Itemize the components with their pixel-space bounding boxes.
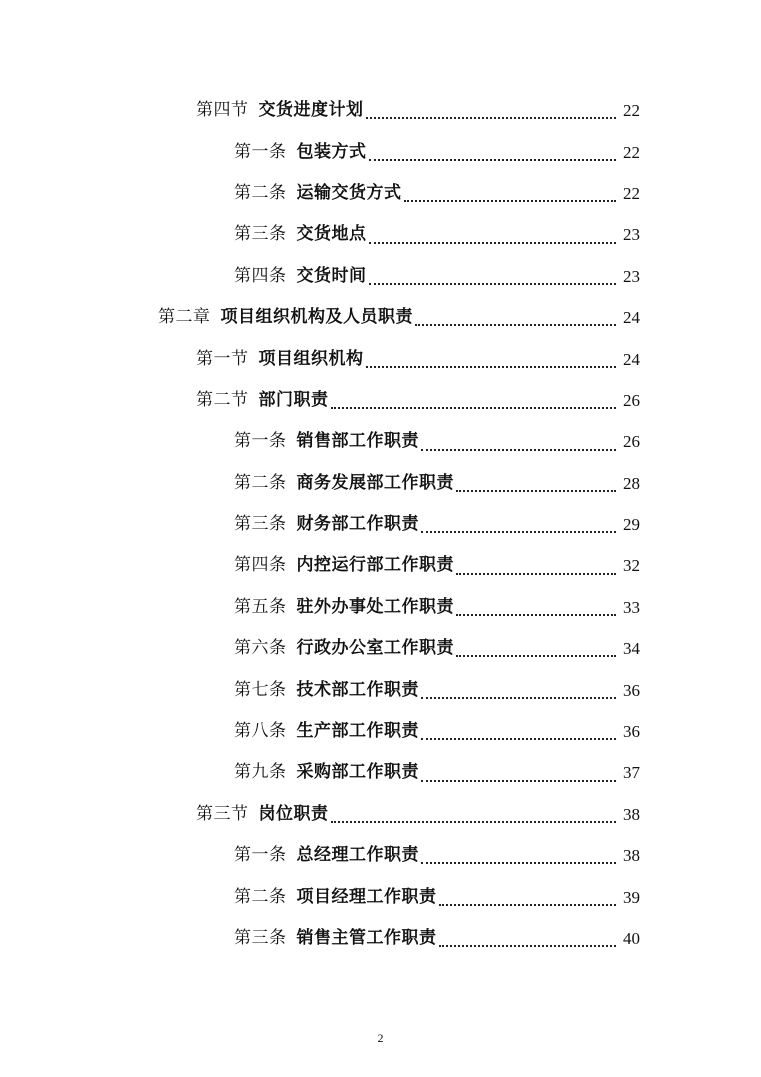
dot-leader bbox=[331, 820, 617, 823]
toc-entry-title: 交货地点 bbox=[296, 224, 367, 245]
dot-leader bbox=[369, 158, 617, 161]
toc-entry[interactable] bbox=[0, 752, 761, 793]
dot-leader bbox=[456, 572, 616, 575]
toc-entry-label: 第二条 bbox=[234, 886, 287, 907]
toc-entry-label: 第一条 bbox=[234, 431, 287, 452]
toc-entry-page: 22 bbox=[623, 101, 640, 121]
toc-entry[interactable] bbox=[0, 297, 761, 338]
toc-entry-page: 23 bbox=[623, 225, 640, 245]
toc-entry-title: 销售主管工作职责 bbox=[296, 928, 437, 948]
toc-entry[interactable] bbox=[0, 835, 761, 876]
dot-leader bbox=[439, 944, 617, 947]
toc-entry-label: 第三条 bbox=[234, 224, 287, 245]
toc-entry[interactable] bbox=[0, 380, 761, 421]
toc-entry-page: 36 bbox=[623, 722, 640, 742]
toc-entry-title: 销售部工作职责 bbox=[296, 431, 419, 452]
toc-entry-label: 第二章 bbox=[158, 307, 211, 328]
toc-entry-label: 第七条 bbox=[234, 679, 287, 700]
toc-entry-page: 24 bbox=[623, 308, 640, 328]
toc-entry-title: 部门职责 bbox=[258, 389, 329, 410]
toc-entry-label: 第二条 bbox=[234, 472, 287, 493]
dot-leader bbox=[421, 861, 616, 864]
toc-entry-title: 包装方式 bbox=[296, 141, 367, 162]
page-number: 2 bbox=[377, 1031, 384, 1045]
toc-entry[interactable] bbox=[0, 131, 761, 172]
toc-entry-label: 第二节 bbox=[196, 389, 249, 410]
toc-entry-label: 第五条 bbox=[234, 596, 287, 617]
toc-entry[interactable] bbox=[0, 876, 761, 917]
toc-entry[interactable] bbox=[0, 504, 761, 545]
toc-entry-title: 项目组织机构 bbox=[258, 348, 364, 369]
table-of-contents bbox=[0, 90, 761, 959]
toc-entry-label: 第四条 bbox=[234, 555, 287, 576]
toc-entry[interactable] bbox=[0, 256, 761, 297]
toc-entry-page: 40 bbox=[623, 929, 640, 948]
toc-entry-title: 交货进度计划 bbox=[258, 100, 364, 121]
dot-leader bbox=[421, 779, 616, 782]
toc-entry-page: 24 bbox=[623, 349, 640, 369]
toc-entry-page: 26 bbox=[623, 432, 640, 452]
dot-leader bbox=[415, 323, 616, 326]
toc-entry[interactable] bbox=[0, 463, 761, 504]
toc-entry[interactable] bbox=[0, 794, 761, 835]
toc-entry-title: 驻外办事处工作职责 bbox=[296, 596, 454, 617]
toc-entry[interactable] bbox=[0, 918, 761, 959]
dot-leader bbox=[439, 903, 617, 906]
dot-leader bbox=[456, 613, 616, 616]
dot-leader bbox=[331, 406, 617, 409]
toc-entry[interactable] bbox=[0, 214, 761, 255]
toc-entry-label: 第四节 bbox=[196, 100, 249, 121]
toc-entry-label: 第六条 bbox=[234, 638, 287, 659]
toc-entry-page: 36 bbox=[623, 680, 640, 700]
dot-leader bbox=[421, 530, 616, 533]
toc-entry-page: 28 bbox=[623, 473, 640, 493]
toc-entry[interactable] bbox=[0, 587, 761, 628]
toc-entry[interactable] bbox=[0, 421, 761, 462]
toc-entry-page: 33 bbox=[623, 597, 640, 617]
toc-entry-label: 第一条 bbox=[234, 141, 287, 162]
dot-leader bbox=[421, 448, 616, 451]
toc-entry-page: 32 bbox=[623, 556, 640, 576]
dot-leader bbox=[369, 282, 617, 285]
toc-entry-page: 23 bbox=[623, 266, 640, 286]
dot-leader bbox=[456, 489, 616, 492]
toc-entry-title: 运输交货方式 bbox=[296, 182, 402, 203]
toc-entry-title: 项目经理工作职责 bbox=[296, 886, 437, 907]
toc-entry-title: 行政办公室工作职责 bbox=[296, 638, 454, 659]
toc-entry[interactable] bbox=[0, 711, 761, 752]
toc-entry-label: 第一节 bbox=[196, 348, 249, 369]
dot-leader bbox=[369, 241, 617, 244]
toc-entry[interactable] bbox=[0, 628, 761, 669]
toc-entry-page: 37 bbox=[623, 763, 640, 783]
toc-entry-label: 第一条 bbox=[234, 845, 287, 866]
toc-entry-title: 内控运行部工作职责 bbox=[296, 555, 454, 576]
toc-entry-page: 34 bbox=[623, 639, 640, 659]
toc-entry-title: 商务发展部工作职责 bbox=[296, 472, 454, 493]
toc-entry-label: 第三条 bbox=[234, 514, 287, 535]
toc-entry-page: 29 bbox=[623, 515, 640, 535]
dot-leader bbox=[404, 199, 617, 202]
toc-entry[interactable] bbox=[0, 173, 761, 214]
toc-entry-title: 生产部工作职责 bbox=[296, 721, 419, 742]
toc-entry-title: 交货时间 bbox=[296, 265, 367, 286]
dot-leader bbox=[456, 654, 616, 657]
toc-entry-title: 采购部工作职责 bbox=[296, 762, 419, 783]
toc-entry-title: 总经理工作职责 bbox=[296, 845, 419, 866]
toc-entry[interactable] bbox=[0, 338, 761, 379]
toc-entry-label: 第三条 bbox=[234, 928, 287, 948]
toc-entry-title: 项目组织机构及人员职责 bbox=[220, 307, 413, 328]
dot-leader bbox=[421, 737, 616, 740]
toc-entry-label: 第四条 bbox=[234, 265, 287, 286]
toc-entry-page: 26 bbox=[623, 390, 640, 410]
toc-entry-page: 38 bbox=[623, 804, 640, 824]
toc-entry-title: 岗位职责 bbox=[258, 803, 329, 824]
toc-entry-title: 技术部工作职责 bbox=[296, 679, 419, 700]
toc-entry-label: 第三节 bbox=[196, 803, 249, 824]
dot-leader bbox=[366, 116, 617, 119]
toc-entry-label: 第八条 bbox=[234, 721, 287, 742]
toc-entry-page: 39 bbox=[623, 887, 640, 907]
dot-leader bbox=[366, 365, 617, 368]
toc-entry[interactable] bbox=[0, 90, 761, 131]
toc-entry-label: 第二条 bbox=[234, 182, 287, 203]
toc-entry-title: 财务部工作职责 bbox=[296, 514, 419, 535]
toc-entry[interactable] bbox=[0, 545, 761, 586]
dot-leader bbox=[421, 696, 616, 699]
toc-entry-page: 38 bbox=[623, 846, 640, 866]
toc-entry-label: 第九条 bbox=[234, 762, 287, 783]
toc-entry-page: 22 bbox=[623, 142, 640, 162]
toc-entry[interactable] bbox=[0, 669, 761, 710]
toc-entry-page: 22 bbox=[623, 183, 640, 203]
